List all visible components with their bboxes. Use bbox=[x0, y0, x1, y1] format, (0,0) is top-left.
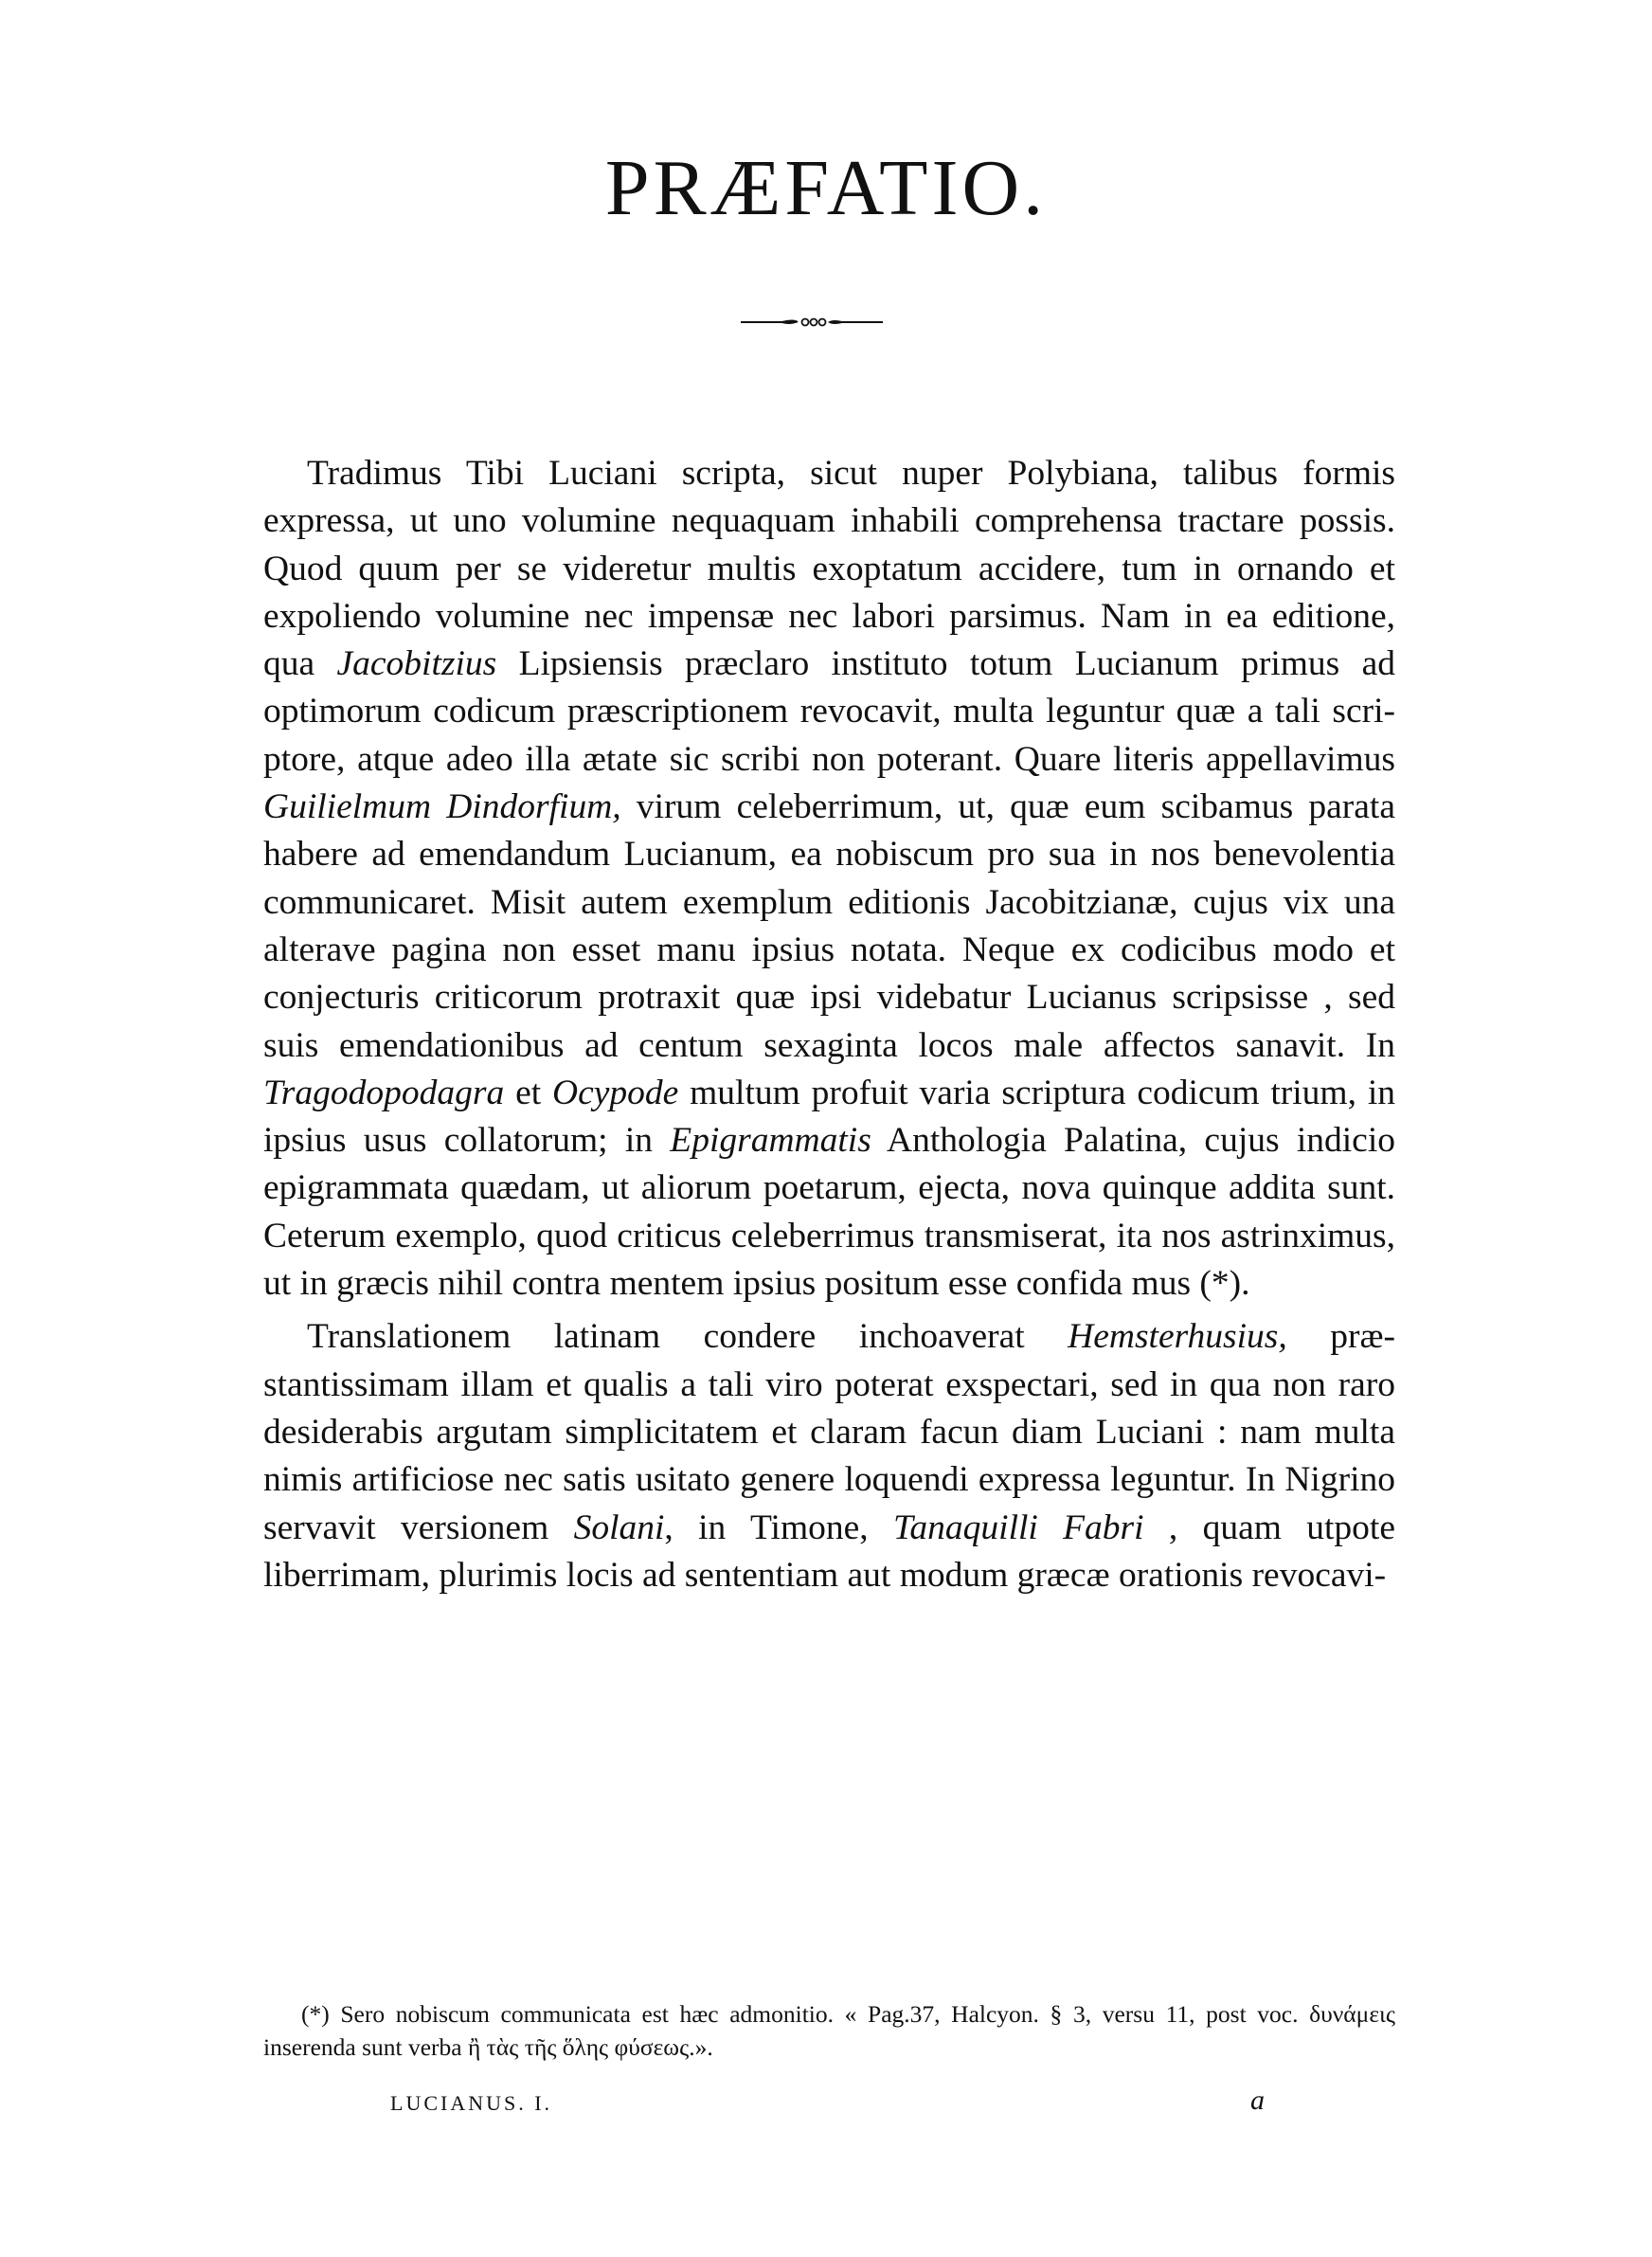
emphasis-name: Solani bbox=[573, 1508, 665, 1547]
text-run: Tradimus Tibi Luciani scripta, sicut nuper Polybiana, talibus formis expressa, ut uno volumine nequaquam inhabili comprehensa tractare possis. Quod quum per se videretur multis exoptatum accidere, tum in ornando et expoliendo volumine nec impensæ nec labori parsimus. Nam in ea editione, qua bbox=[263, 454, 1395, 684]
paragraph bbox=[263, 1313, 1395, 1599]
folio-mark: a bbox=[1250, 2085, 1265, 2116]
paragraph bbox=[263, 450, 1395, 1308]
ornament-rule-icon bbox=[741, 316, 883, 329]
emphasis-title: Tragodopodagra bbox=[263, 1073, 505, 1112]
emphasis-name: Guilielmum Dindorfium, bbox=[263, 787, 621, 827]
emphasis-title: Epigrammatis bbox=[670, 1121, 871, 1161]
footnote: (*) Sero nobiscum communicata est hæc admonitio. « Pag.37, Halcyon. § 3, versu 11, post voc. δυνάμεις inserenda sunt verba ἢ τὰς τῆς ὅλης φύσεως.». bbox=[263, 2000, 1395, 2061]
emphasis-name: Tanaquilli Fabri bbox=[892, 1508, 1144, 1547]
signature-mark: LUCIANUS. I. bbox=[390, 2091, 553, 2115]
text-run: virum celeberrimum, ut, quæ eum scibamus parata habere ad emendandum Lucianum, ea nobiscum pro sua in nos benevolentia communicaret. Misit autem exemplum editionis Jacobitzianæ, cujus vix una alterave pagina non esset manu ipsius notata. Neque ex codicibus modo et conjecturis criticorum protraxit quæ ipsi videbatur Lucianus scripsisse , sed suis emendationibus ad centum sexaginta locos male affectos sanavit. In bbox=[263, 787, 1395, 1065]
body-text bbox=[263, 450, 1395, 1599]
emphasis-name: Jacobitzius bbox=[336, 644, 497, 684]
text-run: Translationem latinam condere inchoaverat bbox=[307, 1317, 1068, 1357]
page-title: PRÆFATIO. bbox=[604, 144, 1048, 232]
emphasis-name: Hemsterhusius, bbox=[1068, 1317, 1287, 1357]
text-run: et bbox=[504, 1073, 552, 1112]
emphasis-title: Ocypode bbox=[552, 1073, 679, 1112]
text-run: multum profuit varia scriptura codicum trium, in ipsius usus collatorum; in bbox=[263, 1073, 1395, 1161]
text-run: præstantissimam illam et qualis a tali viro poterat exspectari, sed in qua non raro desiderabis argutam simplicitatem et claram facun diam Luciani : nam multa nimis artificiose nec satis usitato genere loquendi expressa leguntur. In Nigrino servavit versionem bbox=[263, 1317, 1395, 1547]
text-run: Anthologia Palatina, cujus indicio epigrammata quædam, ut aliorum poetarum, ejecta, nova quinque addita sunt. Ceterum exemplo, quod criticus celeberrimus transmiserat, ita nos astrinximus, ut in græcis nihil contra mentem ipsius positum esse confida mus (*). bbox=[263, 1121, 1395, 1304]
text-run: Lipsiensis præclaro instituto totum Lucianum primus ad optimorum codicum præscriptionem revocavit, multa leguntur quæ a tali scriptore, atque adeo illa ætate sic scribi non poterant. Quare literis appellavimus bbox=[263, 644, 1395, 779]
text-run: , quam utpote liberrimam, plurimis locis ad sententiam aut modum græcæ orationis revocavi- bbox=[263, 1508, 1395, 1595]
text-run: , in Timone, bbox=[664, 1508, 893, 1547]
